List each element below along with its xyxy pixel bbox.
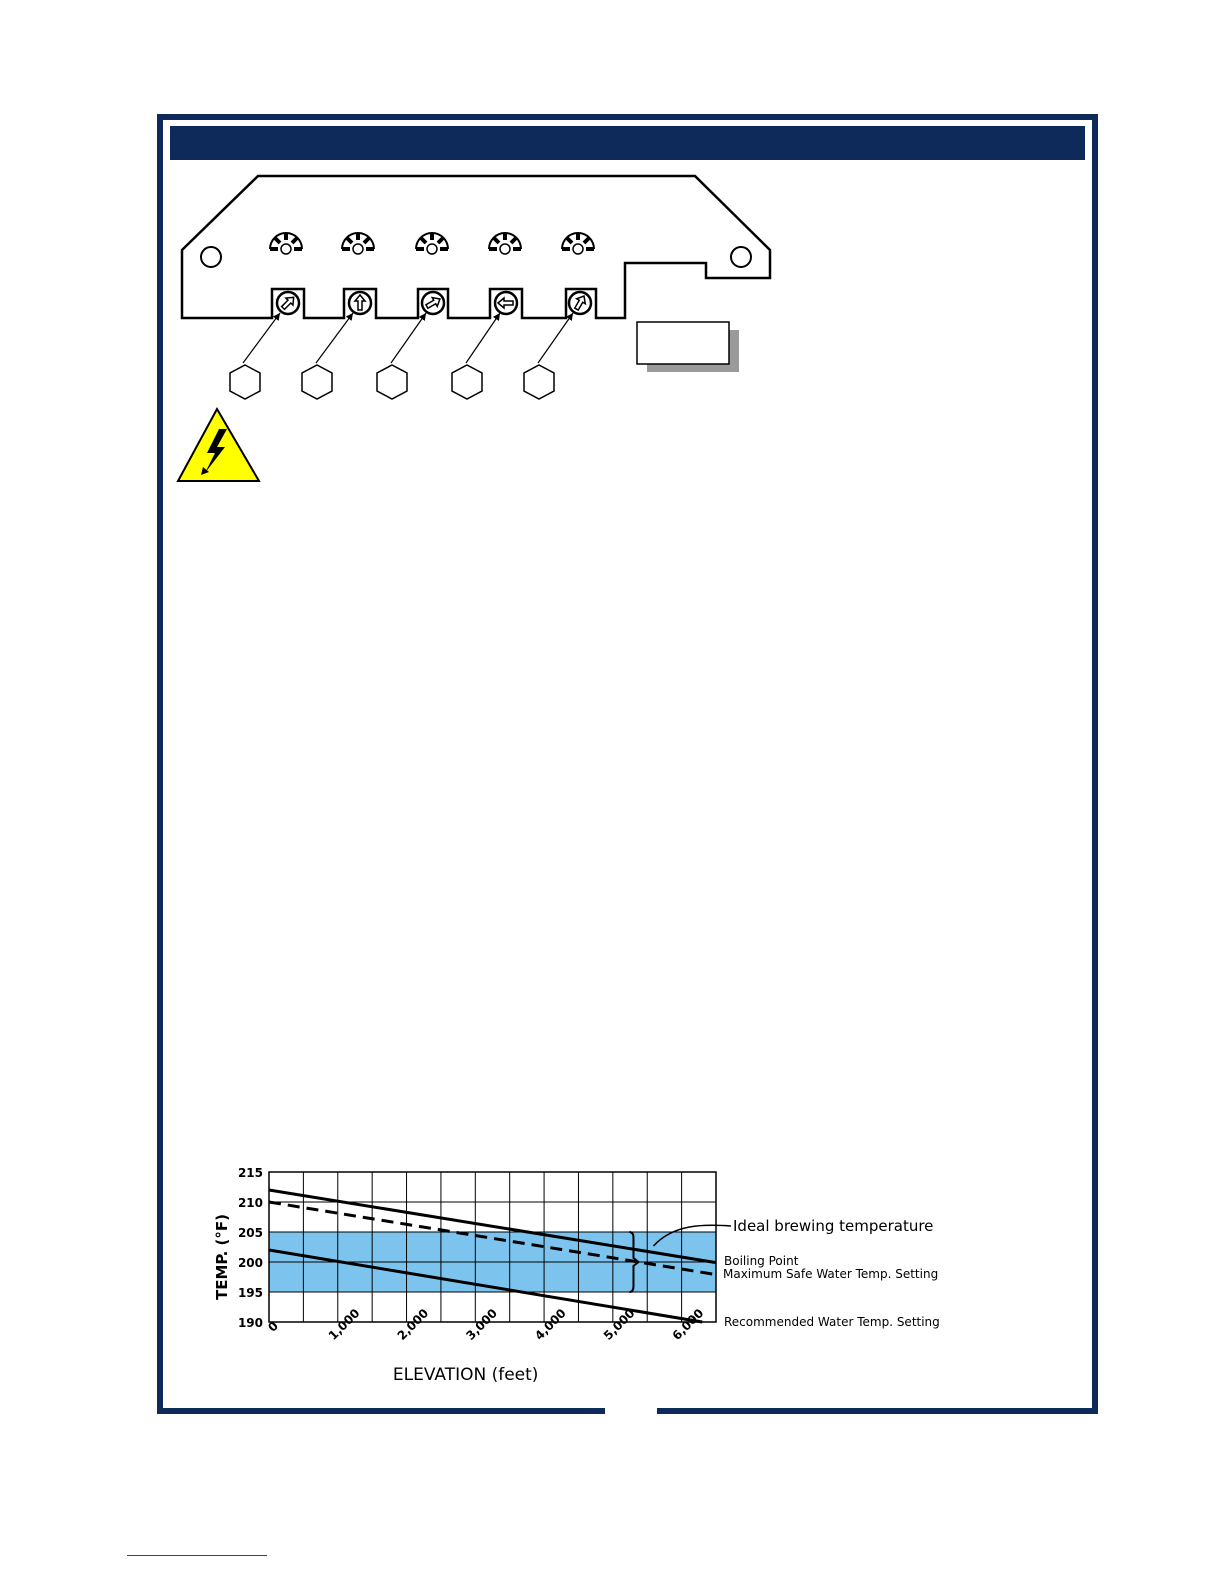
arrow-dial-icon: [495, 292, 517, 314]
arrow-dial-icon: [277, 292, 299, 314]
x-tick-label: 6,000: [669, 1306, 707, 1343]
mounting-hole-left: [201, 247, 221, 267]
x-tick-label: 3,000: [463, 1306, 501, 1343]
potentiometers: [277, 292, 591, 314]
led-indicator: [562, 233, 594, 254]
arrow-dial-icon: [422, 292, 444, 314]
series-label-recommended-temp: Recommended Water Temp. Setting: [724, 1315, 940, 1329]
x-tick-label: 5,000: [600, 1306, 638, 1343]
y-tick-label: 210: [237, 1196, 263, 1210]
callout-lines: [243, 313, 573, 363]
elevation-temperature-chart: [205, 1160, 985, 1390]
y-tick-labels: [238, 1166, 263, 1330]
label-box: [637, 322, 729, 364]
hexagon-icon: [524, 365, 554, 399]
section-header-bar: [170, 126, 1085, 160]
y-tick-label: 205: [237, 1226, 263, 1240]
x-tick-label: 4,000: [532, 1306, 569, 1343]
series-label-boiling-point: Boiling Point: [724, 1254, 799, 1268]
frame-bottom-left: [157, 1408, 605, 1414]
led-indicator: [342, 233, 374, 254]
hexagon-icon: [452, 365, 482, 399]
arrow-dial-icon: [349, 292, 371, 314]
arrow-dial-icon: [569, 292, 591, 314]
led-indicators: [270, 233, 594, 254]
footer-underline: [127, 1555, 267, 1556]
electrical-hazard-icon: [175, 405, 265, 485]
control-board-diagram: [170, 165, 780, 405]
frame-bottom-right: [657, 1408, 1098, 1414]
band-label: Ideal brewing temperature: [733, 1217, 934, 1235]
hexagon-icon: [230, 365, 260, 399]
x-tick-label: 1,000: [325, 1306, 363, 1343]
led-indicator: [270, 233, 302, 254]
hexagon-callouts: [230, 365, 554, 399]
y-tick-label: 195: [237, 1286, 263, 1300]
y-axis-label: TEMP. (°F): [213, 1213, 231, 1301]
x-axis-label: ELEVATION (feet): [392, 1365, 539, 1385]
hexagon-icon: [377, 365, 407, 399]
led-indicator: [416, 233, 448, 254]
y-tick-label: 190: [237, 1316, 263, 1330]
y-tick-label: 215: [237, 1166, 263, 1180]
hexagon-icon: [302, 365, 332, 399]
series-label-max-safe-temp: Maximum Safe Water Temp. Setting: [723, 1267, 939, 1282]
mounting-hole-right: [731, 247, 751, 267]
y-tick-label: 200: [237, 1256, 263, 1270]
led-indicator: [489, 233, 521, 254]
x-tick-label: 2,000: [394, 1306, 432, 1343]
x-tick-label: 0: [265, 1318, 282, 1335]
